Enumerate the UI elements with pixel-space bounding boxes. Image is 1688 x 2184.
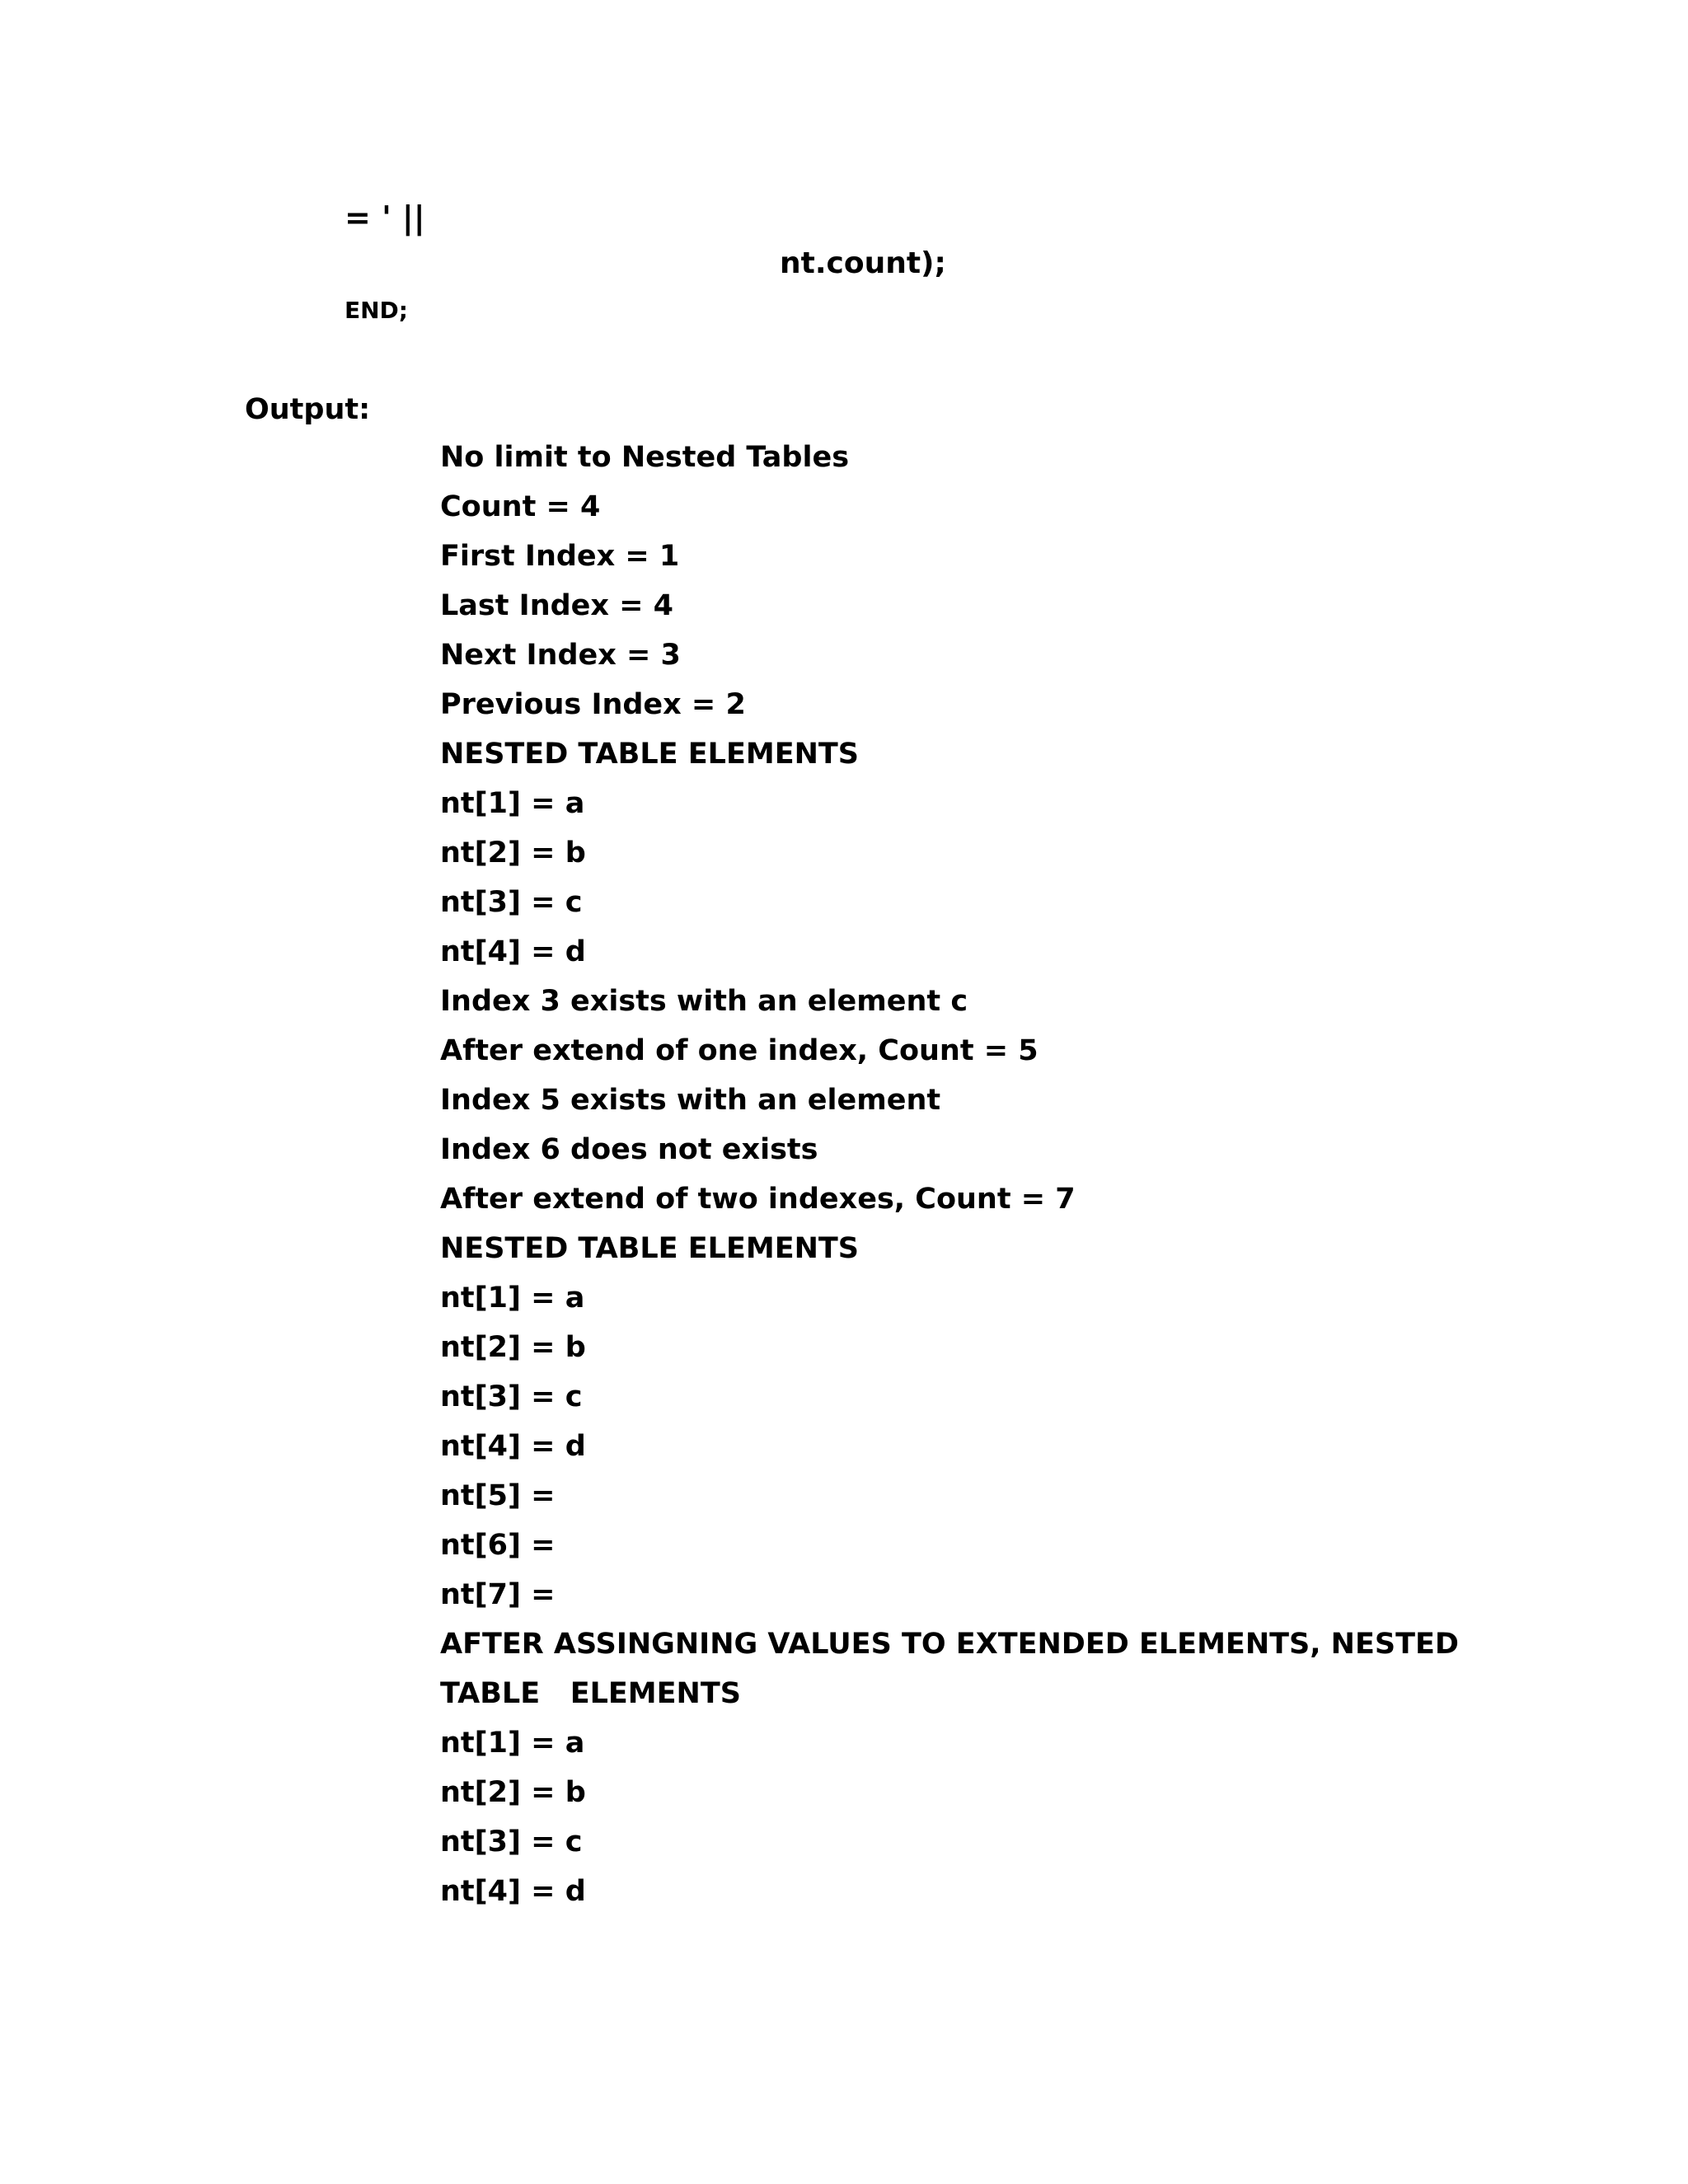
output-line: nt[1] = a [440,1282,585,1315]
output-line: nt[3] = c [440,1825,583,1858]
code-line-concat: = ' || [345,199,425,236]
output-line: Index 3 exists with an element c [440,985,968,1018]
output-line: nt[2] = b [440,837,586,869]
output-line: nt[2] = b [440,1776,586,1809]
output-line: nt[7] = [440,1578,556,1611]
output-line: nt[5] = [440,1479,556,1512]
output-line: nt[3] = c [440,1380,583,1413]
output-line: NESTED TABLE ELEMENTS [440,1232,859,1265]
output-line: Index 6 does not exists [440,1133,818,1166]
output-line: nt[2] = b [440,1331,586,1364]
output-line: nt[6] = [440,1529,556,1562]
output-line: First Index = 1 [440,540,680,573]
code-line-count: nt.count); [780,246,946,280]
code-line-end: END; [345,297,408,324]
output-line: Last Index = 4 [440,589,674,622]
output-line: Count = 4 [440,490,601,523]
output-line: nt[1] = a [440,787,585,820]
output-label: Output: [245,393,371,426]
output-line: Next Index = 3 [440,639,681,672]
output-line: TABLE ELEMENTS [440,1677,741,1710]
output-lines [440,443,1459,1927]
output-line: nt[3] = c [440,886,583,919]
output-line: No limit to Nested Tables [440,441,850,474]
output-line: nt[4] = d [440,1875,586,1908]
output-line: Index 5 exists with an element [440,1084,941,1117]
output-line: After extend of one index, Count = 5 [440,1034,1039,1067]
output-line: Previous Index = 2 [440,688,746,721]
output-line: After extend of two indexes, Count = 7 [440,1183,1076,1216]
output-line: nt[4] = d [440,1430,586,1463]
output-line: NESTED TABLE ELEMENTS [440,738,859,771]
output-line: nt[1] = a [440,1727,585,1760]
output-line: nt[4] = d [440,935,586,968]
output-line: AFTER ASSINGNING VALUES TO EXTENDED ELEMENTS, NESTED [440,1628,1459,1661]
